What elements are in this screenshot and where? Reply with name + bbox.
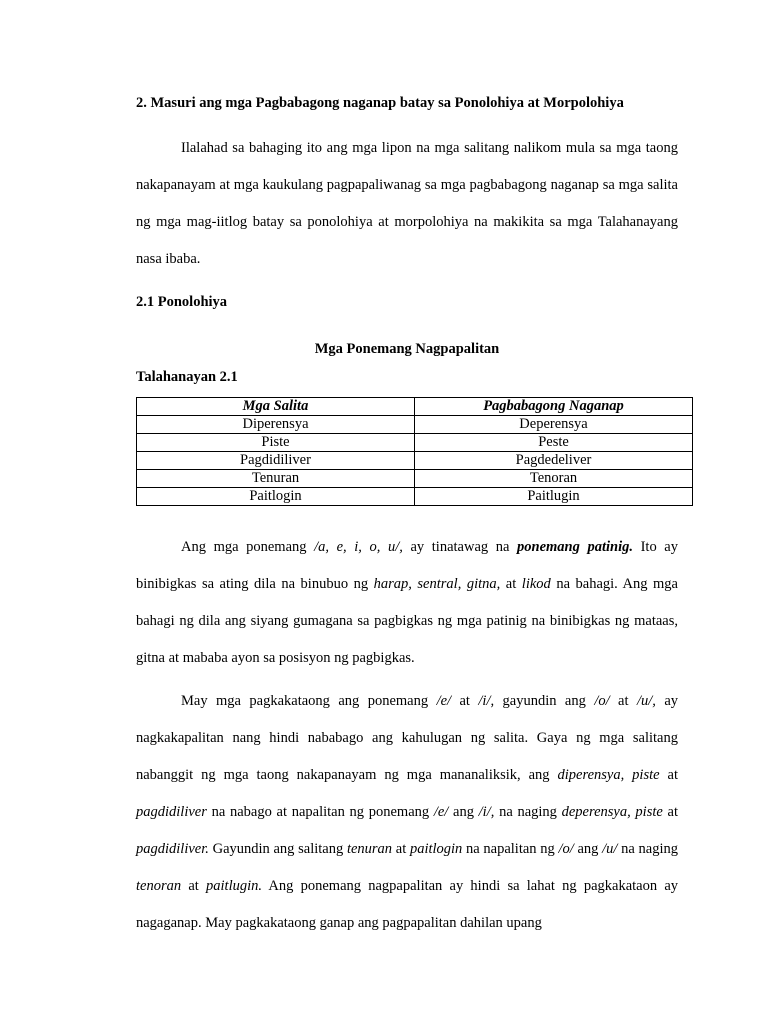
text-run: at (659, 767, 678, 783)
table-cell: Paitlogin (137, 488, 415, 506)
column-header: Pagbabagong Naganap (415, 398, 693, 416)
text-run: at (500, 576, 522, 592)
italic-run: /a, e, i, o, u/, (314, 539, 403, 555)
italic-run: pagdidiliver. (136, 841, 209, 857)
text-run: at (392, 841, 410, 857)
table-row (137, 434, 693, 452)
text-run: ay nagkakapalitan nang hindi nababago ang kahulugan ng salita. Gaya ng mga salitang nabanggit ng mga taong nakapanayam ng mga mananaliksik, ang (136, 693, 679, 783)
italic-run: paitlogin (409, 841, 463, 857)
italic-run: deperensya, piste (561, 804, 663, 820)
text-run: na napalitan ng (462, 841, 559, 857)
text-run: Ito ay binibigkas sa ating dila na binubuo ng (136, 539, 678, 592)
italic-run: tenuran (346, 841, 393, 857)
table-row (137, 416, 693, 434)
table-row (137, 452, 693, 470)
text-run: gayundin ang (494, 693, 595, 709)
italic-run: /e/ (433, 804, 449, 820)
text-run: Ang mga ponemang (181, 539, 315, 555)
table-row (137, 470, 693, 488)
text-run: ang (573, 841, 603, 857)
table-cell: Tenuran (137, 470, 415, 488)
table-label: Talahanayan 2.1 (136, 369, 238, 385)
table-cell: Piste (137, 434, 415, 452)
exchange-paragraph (136, 683, 678, 942)
italic-run: pagdidiliver (136, 804, 207, 820)
text-run: at (609, 693, 637, 709)
table-cell: Deperensya (415, 416, 693, 434)
text-run: at (181, 878, 207, 894)
italic-run: /e/ (436, 693, 452, 709)
text-run: at (662, 804, 678, 820)
table-cell: Peste (415, 434, 693, 452)
section-title: 2. Masuri ang mga Pagbabagong naganap batay sa Ponolohiya at Morpolohiya (136, 95, 624, 111)
table-caption: Mga Ponemang Nagpapalitan (314, 341, 500, 357)
subsection-title: 2.1 Ponolohiya (136, 294, 228, 310)
table-cell: Paitlugin (415, 488, 693, 506)
italic-run: diperensya, piste (557, 767, 660, 783)
italic-run: /o/ (594, 693, 610, 709)
italic-run: /o/ (558, 841, 574, 857)
table-header-row (137, 398, 693, 416)
table-cell: Pagdedeliver (415, 452, 693, 470)
italic-run: /u/ (602, 841, 618, 857)
text-run: na naging (617, 841, 678, 857)
table-cell: Diperensya (137, 416, 415, 434)
bold-italic-run: ponemang patinig. (517, 539, 633, 555)
italic-run: /i/, (478, 804, 495, 820)
table-cell: Pagdidiliver (137, 452, 415, 470)
text-run: at (451, 693, 479, 709)
italic-run: likod (521, 576, 551, 592)
intro-paragraph: Ilalahad sa bahaging ito ang mga lipon na mga salitang nalikom mula sa mga taong nakapanayam at mga kaukulang pagpapaliwanag sa mga pagbabagong naganap sa mga salita ng mga mag-iitlog batay sa ponolohiya at morpolohiya na makikita sa mga Talahanayang nasa ibaba. (136, 140, 678, 267)
italic-run: /u/, (636, 693, 656, 709)
table-cell: Tenoran (415, 470, 693, 488)
italic-run: paitlugin. (206, 878, 263, 894)
text-run: Ang ponemang nagpapalitan ay hindi sa lahat ng pagkakataon ay nagaganap. May pagkakataong ganap ang pagpapalitan dahilan upang (136, 878, 679, 931)
text-run: Gayundin ang salitang (208, 841, 347, 857)
text-run: na naging (494, 804, 562, 820)
italic-run: tenoran (136, 878, 182, 894)
text-run: na bahagi. Ang mga bahagi ng dila ang siyang gumagana sa pagbigkas ng mga patinig na binibigkas ng mataas, gitna at mababa ayon sa posisyon ng pagbigkas. (136, 576, 678, 666)
text-run: May mga pagkakataong ang ponemang (181, 693, 437, 709)
text-run: ay tinatawag na (402, 539, 518, 555)
italic-run: harap, sentral, gitna, (373, 576, 501, 592)
phoneme-table (136, 397, 693, 506)
table-row (137, 488, 693, 506)
text-run: na nabago at napalitan ng ponemang (206, 804, 434, 820)
italic-run: /i/, (478, 693, 495, 709)
vowel-paragraph (136, 529, 678, 677)
column-header: Mga Salita (137, 398, 415, 416)
text-run: ang (448, 804, 479, 820)
